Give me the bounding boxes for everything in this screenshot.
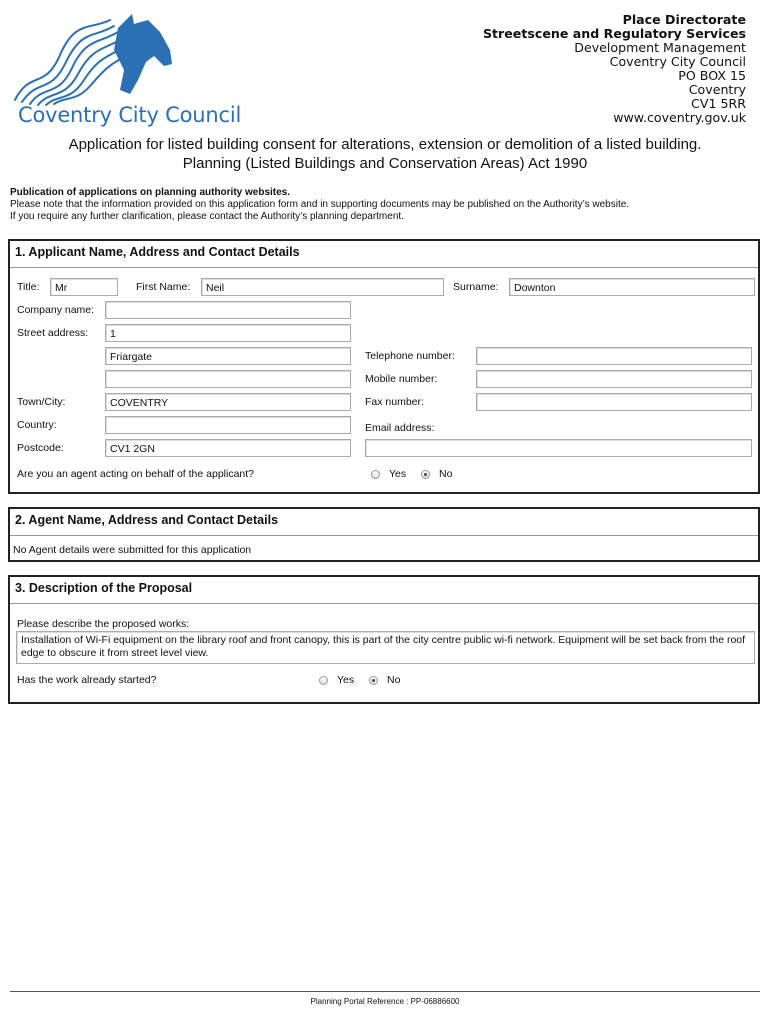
- section-heading: 2. Agent Name, Address and Contact Details: [15, 513, 279, 527]
- first-name-label: First Name:: [136, 281, 191, 293]
- publication-notice: [10, 187, 629, 223]
- fax-label: Fax number:: [365, 396, 424, 408]
- title-line: Planning (Listed Buildings and Conservation Areas) Act 1990: [182, 155, 588, 172]
- agent-no-radio[interactable]: [421, 470, 430, 479]
- page-title: [0, 135, 770, 173]
- applicant-section: [8, 239, 760, 494]
- street-field-2[interactable]: Friargate: [105, 347, 351, 365]
- description-field[interactable]: Installation of Wi-Fi equipment on the library roof and front canopy, this is part of the city centre public wi-fi network. Equipment will be set back from the roof edge to obscure it from street level view.: [16, 631, 755, 664]
- company-field[interactable]: [105, 301, 351, 319]
- address-line: Coventry City Council: [609, 54, 746, 69]
- town-field[interactable]: COVENTRY: [105, 393, 351, 411]
- street-field-3[interactable]: [105, 370, 351, 388]
- publication-text: If you require any further clarification, please contact the Authority’s planning department.: [10, 211, 404, 222]
- agent-yes-radio[interactable]: [371, 470, 380, 479]
- company-label: Company name:: [17, 304, 95, 316]
- publication-heading: Publication of applications on planning authority websites.: [10, 187, 291, 198]
- country-field[interactable]: [105, 416, 351, 434]
- address-line: Place Directorate: [622, 12, 746, 27]
- address-line: CV1 5RR: [691, 96, 746, 111]
- title-line: Application for listed building consent for alterations, extension or demolition of a listed building.: [68, 136, 702, 153]
- postcode-field[interactable]: CV1 2GN: [105, 439, 351, 457]
- divider: [10, 535, 758, 536]
- council-logo-text: Coventry City Council: [18, 103, 242, 127]
- email-label: Email address:: [365, 422, 435, 434]
- divider: [10, 603, 758, 604]
- footer-divider: [10, 991, 760, 992]
- agent-details-text: No Agent details were submitted for this application: [13, 544, 252, 556]
- email-field[interactable]: [365, 439, 752, 457]
- address-line: Streetscene and Regulatory Services: [482, 26, 746, 41]
- started-no-radio[interactable]: [369, 676, 378, 685]
- address-line: Coventry: [688, 82, 746, 97]
- started-yes-radio[interactable]: [319, 676, 328, 685]
- section-heading: 3. Description of the Proposal: [15, 581, 193, 595]
- mobile-label: Mobile number:: [365, 373, 438, 385]
- telephone-field[interactable]: [476, 347, 752, 365]
- section-heading: 1. Applicant Name, Address and Contact Details: [15, 245, 300, 259]
- title-field[interactable]: Mr: [50, 278, 118, 296]
- divider: [10, 267, 758, 268]
- started-question: Has the work already started?: [17, 674, 157, 686]
- council-website: www.coventry.gov.uk: [613, 110, 746, 125]
- street-field-1[interactable]: 1: [105, 324, 351, 342]
- agent-section: [8, 507, 760, 562]
- surname-label: Surname:: [453, 281, 499, 293]
- street-label: Street address:: [17, 327, 89, 339]
- publication-text: Please note that the information provided on this application form and in supporting documents may be published on the Authority’s website.: [10, 199, 630, 210]
- surname-field[interactable]: Downton: [509, 278, 755, 296]
- telephone-label: Telephone number:: [365, 350, 455, 362]
- council-address: [483, 13, 746, 125]
- address-line: PO BOX 15: [678, 68, 746, 83]
- describe-label: Please describe the proposed works:: [17, 618, 190, 630]
- agent-question: Are you an agent acting on behalf of the applicant?: [17, 468, 255, 480]
- mobile-field[interactable]: [476, 370, 752, 388]
- address-line: Development Management: [574, 40, 746, 55]
- first-name-field[interactable]: Neil: [201, 278, 444, 296]
- footer-reference: Planning Portal Reference : PP-06886600: [310, 997, 460, 1006]
- started-yes-label: Yes: [337, 674, 355, 686]
- agent-no-label: No: [439, 468, 453, 480]
- started-no-label: No: [387, 674, 401, 686]
- postcode-label: Postcode:: [17, 442, 64, 454]
- proposal-section: [8, 575, 760, 704]
- agent-yes-label: Yes: [389, 468, 407, 480]
- town-label: Town/City:: [17, 396, 66, 408]
- fax-field[interactable]: [476, 393, 752, 411]
- title-label: Title:: [17, 281, 40, 293]
- country-label: Country:: [17, 419, 57, 431]
